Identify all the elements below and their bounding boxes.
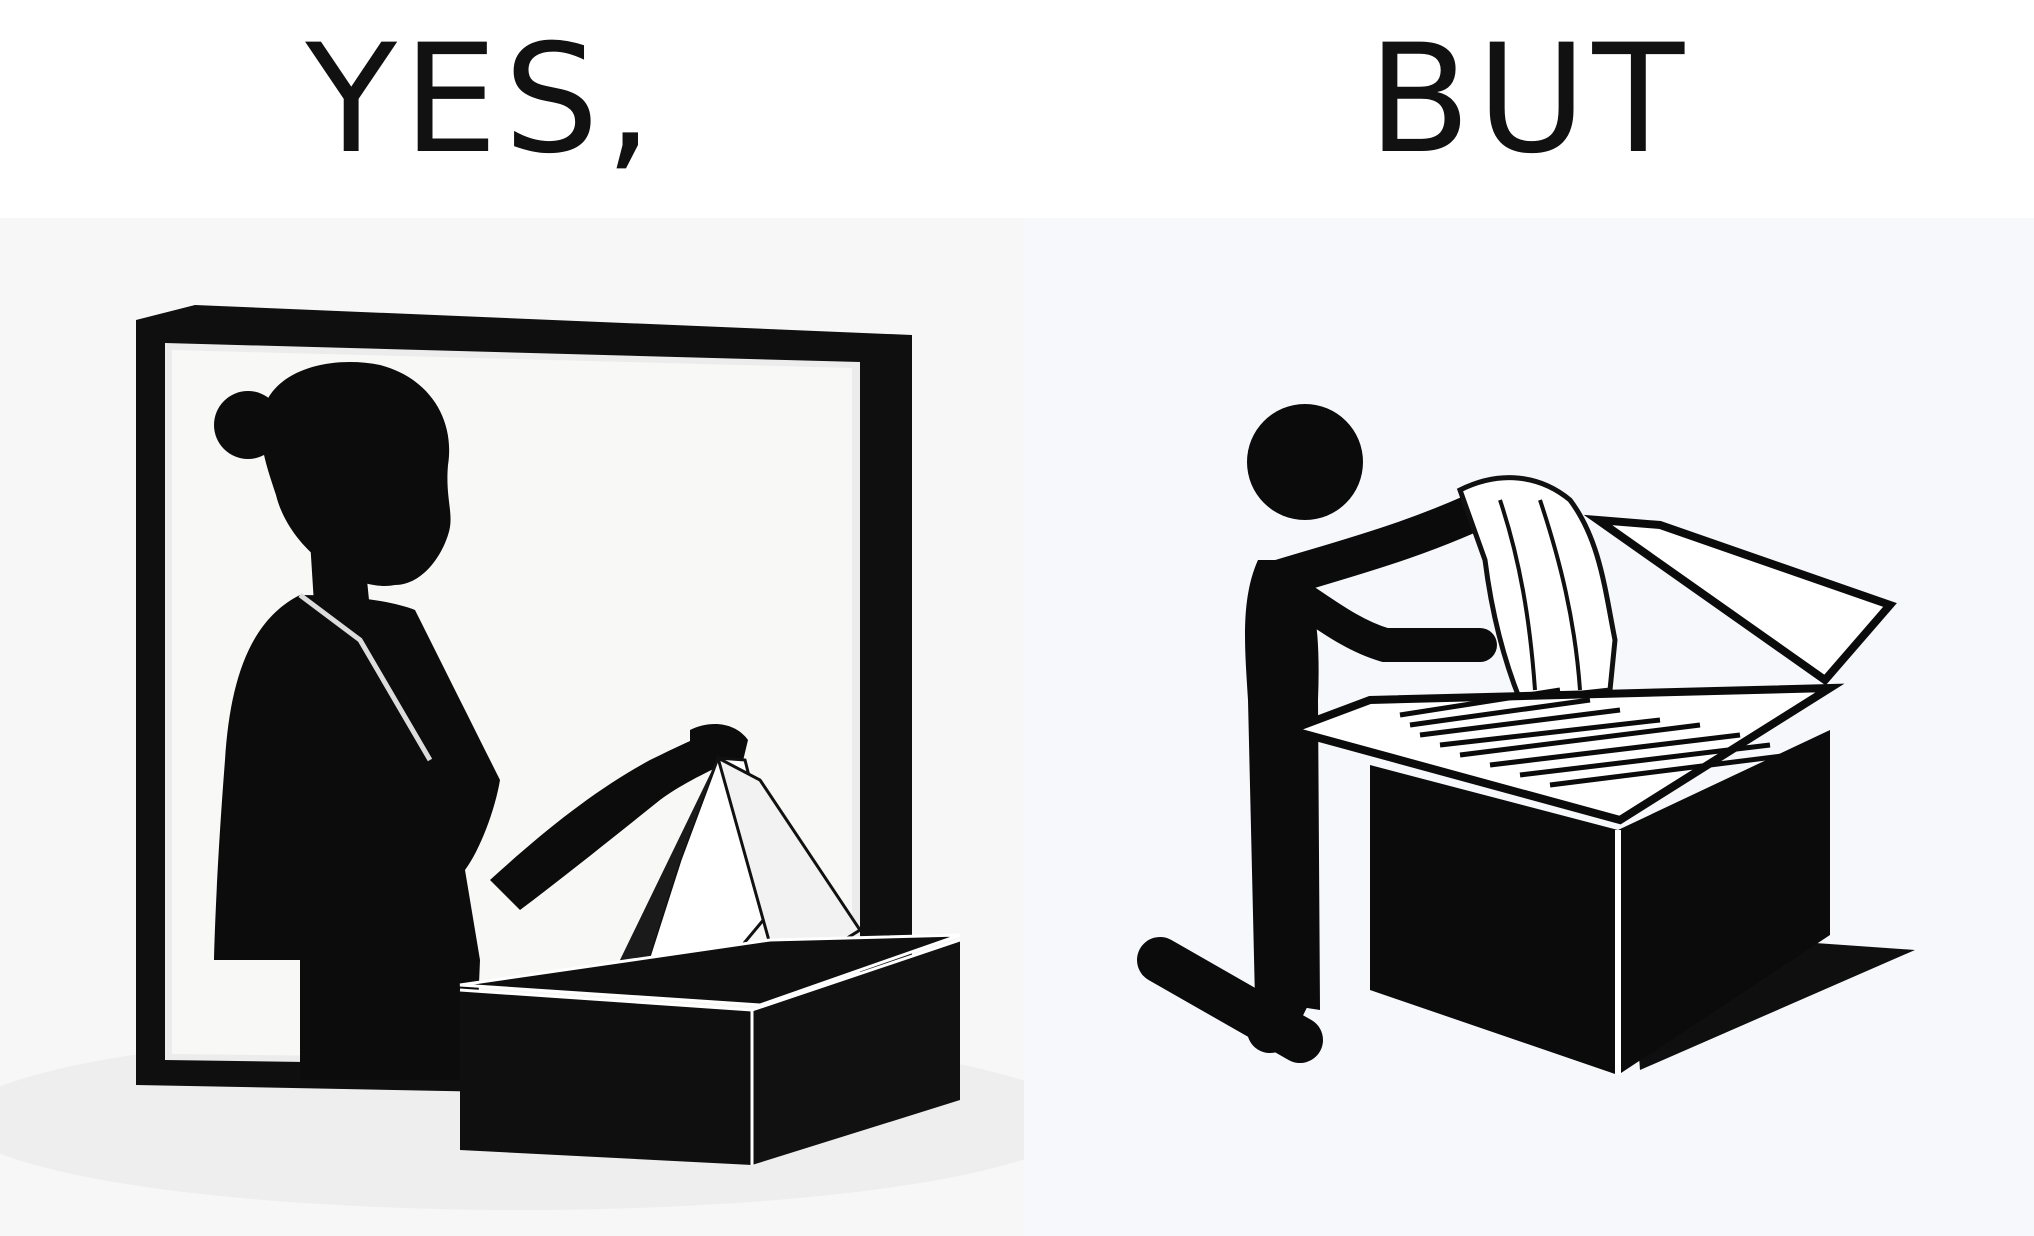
woman-tissue-box-illustration xyxy=(0,218,1024,1236)
left-caption: YES, xyxy=(305,13,659,187)
right-panel xyxy=(1024,0,2034,1236)
stick-figure-box-illustration xyxy=(1024,218,2034,1236)
right-caption: BUT xyxy=(1367,13,1691,187)
